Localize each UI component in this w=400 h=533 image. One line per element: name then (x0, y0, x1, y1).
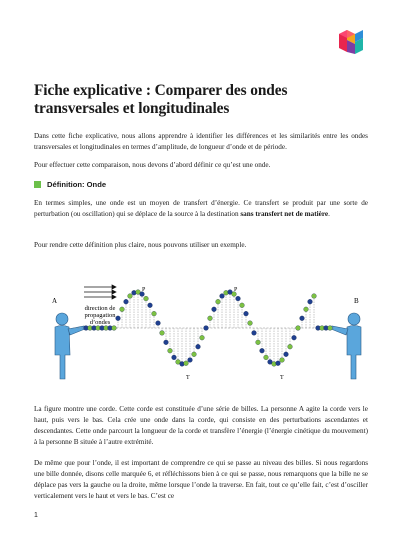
direction-arrows (84, 285, 116, 299)
paragraph: Pour effectuer cette comparaison, nous devons d’abord définir ce qu’est une onde. (34, 161, 271, 169)
direction-label-line1: direction de (84, 305, 116, 312)
paragraph: De même que pour l’onde, il est important de comprendre ce qui se passe au niveau des billes. Si nous regardons une bille donnée, disons celle marquée 6, et réfléchissons bien à ce qui se passe, nous remarquons que la bille ne se déplace pas vers la gauche ou la droite, même lorsque l’onde la traverse. En fait, tout ce qu’elle fait, c’est d’osciller verticalement vers le haut et vers le bas. C’est ce (34, 459, 368, 500)
trough-label-2: T (280, 375, 284, 381)
rope-bead (200, 335, 205, 340)
rope-bead (300, 316, 305, 321)
person-b-icon (331, 313, 361, 379)
definition-heading-text: Définition: Onde (47, 180, 107, 189)
rope-bead (284, 352, 289, 357)
rope-bead (112, 326, 117, 331)
rope-bead (212, 307, 217, 312)
definition-bold-text: sans transfert net de matière (240, 210, 329, 218)
direction-label-line2: propagation (84, 312, 116, 319)
rope-bead (248, 321, 253, 326)
rope-bead (312, 294, 317, 299)
rope-bead (280, 358, 285, 363)
rope-bead (116, 316, 121, 321)
rope-bead (152, 311, 157, 316)
peak-label-1: P (142, 287, 146, 293)
rope-bead (244, 311, 249, 316)
rope-bead (156, 321, 161, 326)
rope-bead (208, 316, 213, 321)
person-b-label: B (354, 297, 359, 305)
brand-logo-icon (337, 26, 367, 56)
person-a-label: A (52, 297, 58, 305)
paragraph: Pour rendre cette définition plus claire, nous pouvons utiliser un exemple. (34, 241, 247, 249)
rope-bead (240, 303, 245, 308)
rope-bead (168, 348, 173, 353)
intro-paragraph: Dans cette fiche explicative, nous allons apprendre à identifier les différences et les similarités entre les ondes transversales et longitudinales en termes d’amplitude, de longueur d’onde et de période. (34, 132, 368, 151)
rope-bead (288, 344, 293, 349)
rope-bead (184, 361, 189, 366)
rope-bead (216, 299, 221, 304)
rope-bead (188, 358, 193, 363)
page-title: Fiche explicative : Comparer des ondes transversales et longitudinales (34, 82, 288, 117)
rope-bead (276, 361, 281, 366)
rope-bead (264, 355, 269, 360)
trough-label-1: T (186, 375, 190, 381)
rope-bead (124, 299, 129, 304)
rope-bead (164, 340, 169, 345)
rope-bead (120, 307, 125, 312)
rope-bead (196, 344, 201, 349)
rope-bead (260, 348, 265, 353)
rope-bead (128, 294, 133, 299)
peak-label-2: P (234, 287, 238, 293)
rope-bead (256, 340, 261, 345)
rope-bead (160, 331, 165, 336)
rope-bead (304, 307, 309, 312)
rope-bead (144, 296, 149, 301)
rope-bead (192, 352, 197, 357)
rope-bead (236, 296, 241, 301)
paragraph: La figure montre une corde. Cette corde est constituée d’une série de billes. La personne A agite la corde vers le haut, puis vers le bas. Cela crée une onde dans la corde, qui consiste en des perturbations ascendantes et descendantes. Cette onde parcourt la longueur de la corde et transfère l’énergie (l’énergie cinétique du mouvement) à la personne B située à l’autre extrémité. (34, 405, 368, 446)
rope-bead (328, 326, 333, 331)
rope-bead (172, 355, 177, 360)
rope-bead (296, 326, 301, 331)
definition-text: En termes simples, une onde est un moyen de transfert d’énergie. Ce transfert se produit par une sorte de perturbation (ou oscillation) qui se déplace de la source à la destination (34, 199, 368, 218)
green-square-icon (34, 181, 41, 188)
definition-end: . (328, 210, 330, 218)
person-a-icon (55, 313, 85, 379)
page-number: 1 (34, 512, 38, 519)
rope-bead (252, 331, 257, 336)
wave-rope-figure (34, 283, 368, 383)
rope-bead (308, 299, 313, 304)
rope-bead (220, 294, 225, 299)
direction-label-line3: d’ondes (89, 319, 111, 326)
rope-bead (292, 335, 297, 340)
definition-heading (34, 180, 106, 189)
rope-bead (204, 326, 209, 331)
rope-bead (148, 303, 153, 308)
definition-paragraph (34, 198, 368, 220)
